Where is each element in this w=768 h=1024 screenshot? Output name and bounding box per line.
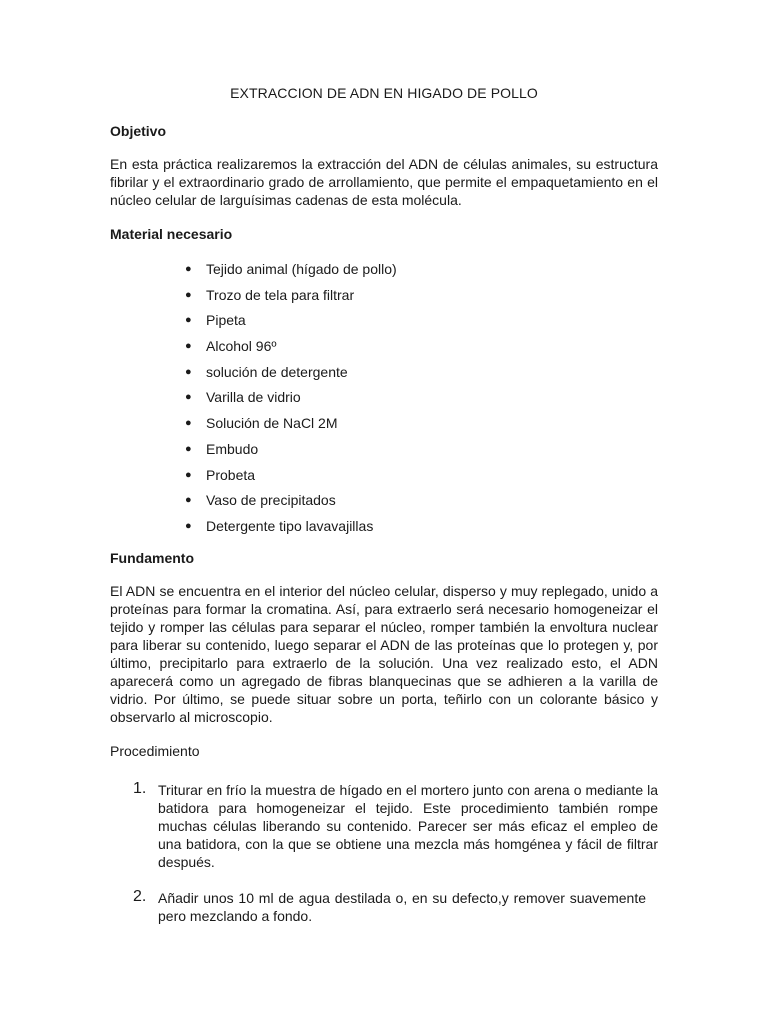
step-text: Triturar en frío la muestra de hígado en el mortero junto con arena o mediante la batidora para homogeneizar el tejido. Este procedimiento también rompe muchas células liberando su contenido. Parecer ser más eficaz el empleo de una batidora, con la que se obtiene una mezcla más homgénea y fácil de filtrar después. [158, 781, 658, 870]
list-item [110, 286, 658, 312]
list-item [110, 363, 658, 389]
procedure-step [110, 781, 658, 871]
section-heading-fundamento: Fundamento [110, 549, 194, 566]
bullet-icon: ● [185, 519, 192, 532]
materials-list [110, 260, 658, 543]
bullet-icon: ● [185, 340, 192, 353]
procedure-step [110, 889, 658, 925]
bullet-icon: ● [185, 494, 192, 507]
section-heading-objetivo: Objetivo [110, 123, 167, 139]
list-item-text: Varilla de vidrio [206, 389, 301, 406]
bullet-icon: ● [185, 314, 192, 327]
list-item-text: Detergente tipo lavavajillas [206, 517, 374, 534]
list-item-text: Tejido animal (hígado de pollo) [206, 261, 397, 277]
bullet-icon: ● [185, 391, 192, 404]
list-item-text: Vaso de precipitados [206, 492, 336, 509]
procedure-steps-list [110, 781, 658, 925]
bullet-icon: ● [185, 288, 192, 301]
list-item-text: Trozo de tela para filtrar [206, 286, 355, 303]
list-item [110, 466, 658, 492]
list-item-text: solución de detergente [206, 363, 348, 380]
list-item [110, 311, 658, 337]
fundamento-paragraph: El ADN se encuentra en el interior del núcleo celular, disperso y muy replegado, unido a proteínas para formar la cromatina. Así, para extraerlo será necesario homogeneizar el tejido y romper las células para separar el núcleo, romper también la envoltura nuclear para liberar su contenido, luego separar el ADN de las proteínas que lo protegen y, por último, precipitarlo para extraerlo de la solución. Una vez realizado esto, el ADN aparecerá como un agregado de fibras blanquecinas que se adhieren a la varilla de vidrio. Por último, se puede situar sobre un porta, teñirlo con un colorante básico y observarlo al microscopio. [110, 582, 658, 725]
list-item [110, 440, 658, 466]
list-item-text: Probeta [206, 466, 256, 483]
section-heading-procedimiento: Procedimiento [110, 742, 200, 759]
list-item [110, 388, 658, 414]
step-text: Añadir unos 10 ml de agua destilada o, en su defecto,y remover suavemente pero mezclando a fondo. [158, 889, 646, 924]
step-number: 1. [133, 779, 147, 797]
list-item [110, 517, 658, 543]
list-item [110, 260, 658, 286]
bullet-icon: ● [185, 442, 192, 455]
list-item-text: Pipeta [206, 312, 246, 329]
list-item-text: Solución de NaCl 2M [206, 415, 338, 432]
list-item [110, 337, 658, 363]
step-number: 2. [133, 887, 147, 905]
bullet-icon: ● [185, 263, 192, 275]
list-item-text: Alcohol 96º [206, 338, 277, 355]
bullet-icon: ● [185, 365, 192, 378]
bullet-icon: ● [185, 468, 192, 481]
list-item-text: Embudo [206, 440, 259, 457]
list-item [110, 414, 658, 440]
list-item [110, 491, 658, 517]
section-heading-material: Material necesario [110, 226, 233, 242]
bullet-icon: ● [185, 417, 192, 430]
objetivo-paragraph: En esta práctica realizaremos la extracción del ADN de células animales, su estructura fibrilar y el extraordinario grado de arrollamiento, que permite el empaquetamiento en el núcleo celular de larguísimas cadenas de esta molécula. [110, 156, 658, 208]
document-title: EXTRACCION DE ADN EN HIGADO DE POLLO [230, 85, 538, 101]
